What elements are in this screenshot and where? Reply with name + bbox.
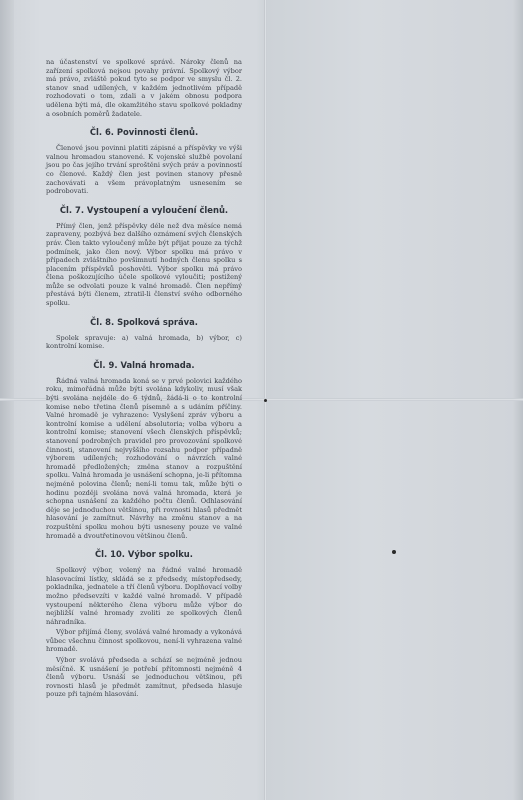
ink-dot [392,550,396,554]
section-6-title: Čl. 6. Povinnosti členů. [89,127,199,138]
section-6-paragraph: Členové jsou povinni platiti zápisné a příspěvky ve výši valnou hromadou stanovené. K vojenské službě povolaní jsou po čas jejího trvání sproštěni svých práv a povinností co členové. Každý člen jest povinen stanovy přesně zachovávati a všem právoplatným usnesením se podrobovati. [46,144,242,196]
section-10-paragraph-3: Výbor svolává předseda a schází se nejméně jednou měsíčně. K usnášení je potřebí přítomnosti nejméně 4 členů výboru. Usnáší se jednoduchou většinou, při rovnosti hlasů je předmět zamítnut, předseda hlasuje pouze při tajném hlasování. [46,656,242,699]
section-10-title: Čl. 10. Výbor spolku. [95,549,193,560]
fold-hole [264,399,267,402]
section-9-title: Čl. 9. Valná hromada. [93,359,195,370]
section-8-title: Čl. 8. Spolková správa. [90,316,198,327]
section-10-paragraph-2: Výbor přijímá členy, svolává valné hromady a vykonává vůbec všechnu činnost spolkovou, není-li vyhrazena valné hromadě. [46,628,242,654]
section-8-paragraph: Spolek spravuje: a) valná hromada, b) výbor, c) kontrolní komise. [46,333,242,351]
section-7-title: Čl. 7. Vystoupení a vyloučení členů. [59,204,229,215]
intro-paragraph: na účastenství ve spolkové správě. Nároky členů na zařízení spolková nejsou povahy právní. Spolkový výbor má právo, zvláště pokud tyto se podpor ve smyslu čl. 2. stanov snad udílených, v každém jednotlivém případě rozhodovati o tom, zdali a v jakém obnosu podpora udělena býti má, dle okamžitého stavu spolkové pokladny a osobních poměrů žadatele. [46,58,242,118]
section-9-paragraph: Řádná valná hromada koná se v prvé polovici každého roku, mimořádná může býti svolána kdykoliv, musí však býti svolána nejdéle do 6 týdnů, žádá-li o to kontrolní komise nebo třetina členů písemně a s udáním příčiny. Valné hromadě je vyhrazeno: Vyslyšení zpráv výboru a kontrolní komise a udělení absolutoria; volba výboru a kontrolní komise; stanovení všech členských příspěvků; stanovení podrobných pravidel pro provozování spolkové činnosti, stanovení nejvyššího rozsahu podpor případně výborem udílených; rozhodování o návrzích valné hromadě předložených; změna stanov a rozpuštění spolku. Valná hromada je usnášení schopna, je-li přítomna nejméně polovina členů; není-li tomu tak, může býti o hodinu později svolána nová valná hromada, která je schopna usnášení za každého počtu členů. Odhlasování děje se jednoduchou většinou, při rovnosti hlasů předmět hlasování je zamítnut. Návrhy na změnu stanov a na rozpuštění spolku mohou býti usneseny pouze ve valné hromadě a dvoutřetinovou většinou členů. [46,376,242,540]
text-column [46,58,242,701]
section-7-paragraph: Přímý člen, jenž příspěvky déle než dva měsíce nemá zapraveny, pozbývá bez dalšího oznámení svých členských práv. Člen takto vyloučený může být přijat pouze za týchž podmínek, jako člen nový. Výbor spolku má právo v případech zvláštního povšimnutí hodných členu spolku s placením příspěvků poshověti. Výbor spolku má právo člena poškozujícího účele spolkové vyloučiti; postižený může se odvolati pouze k valné hromadě. Člen nepřímý přestává býti členem, ztratil-li členství svého odborného spolku. [46,221,242,308]
section-10-paragraph-1: Spolkový výbor, volený na řádné valné hromadě hlasovacími lístky, skládá se z předsedy, místopředsedy, pokladníka, jednatele a tří členů výboru. Doplňovací volby možno předsevzíti v každé valné hromadě. V případě vystoupení některého člena výboru může výbor do nejbližší valné hromady zvoliti ze spolkových členů náhradníka. [46,566,242,626]
